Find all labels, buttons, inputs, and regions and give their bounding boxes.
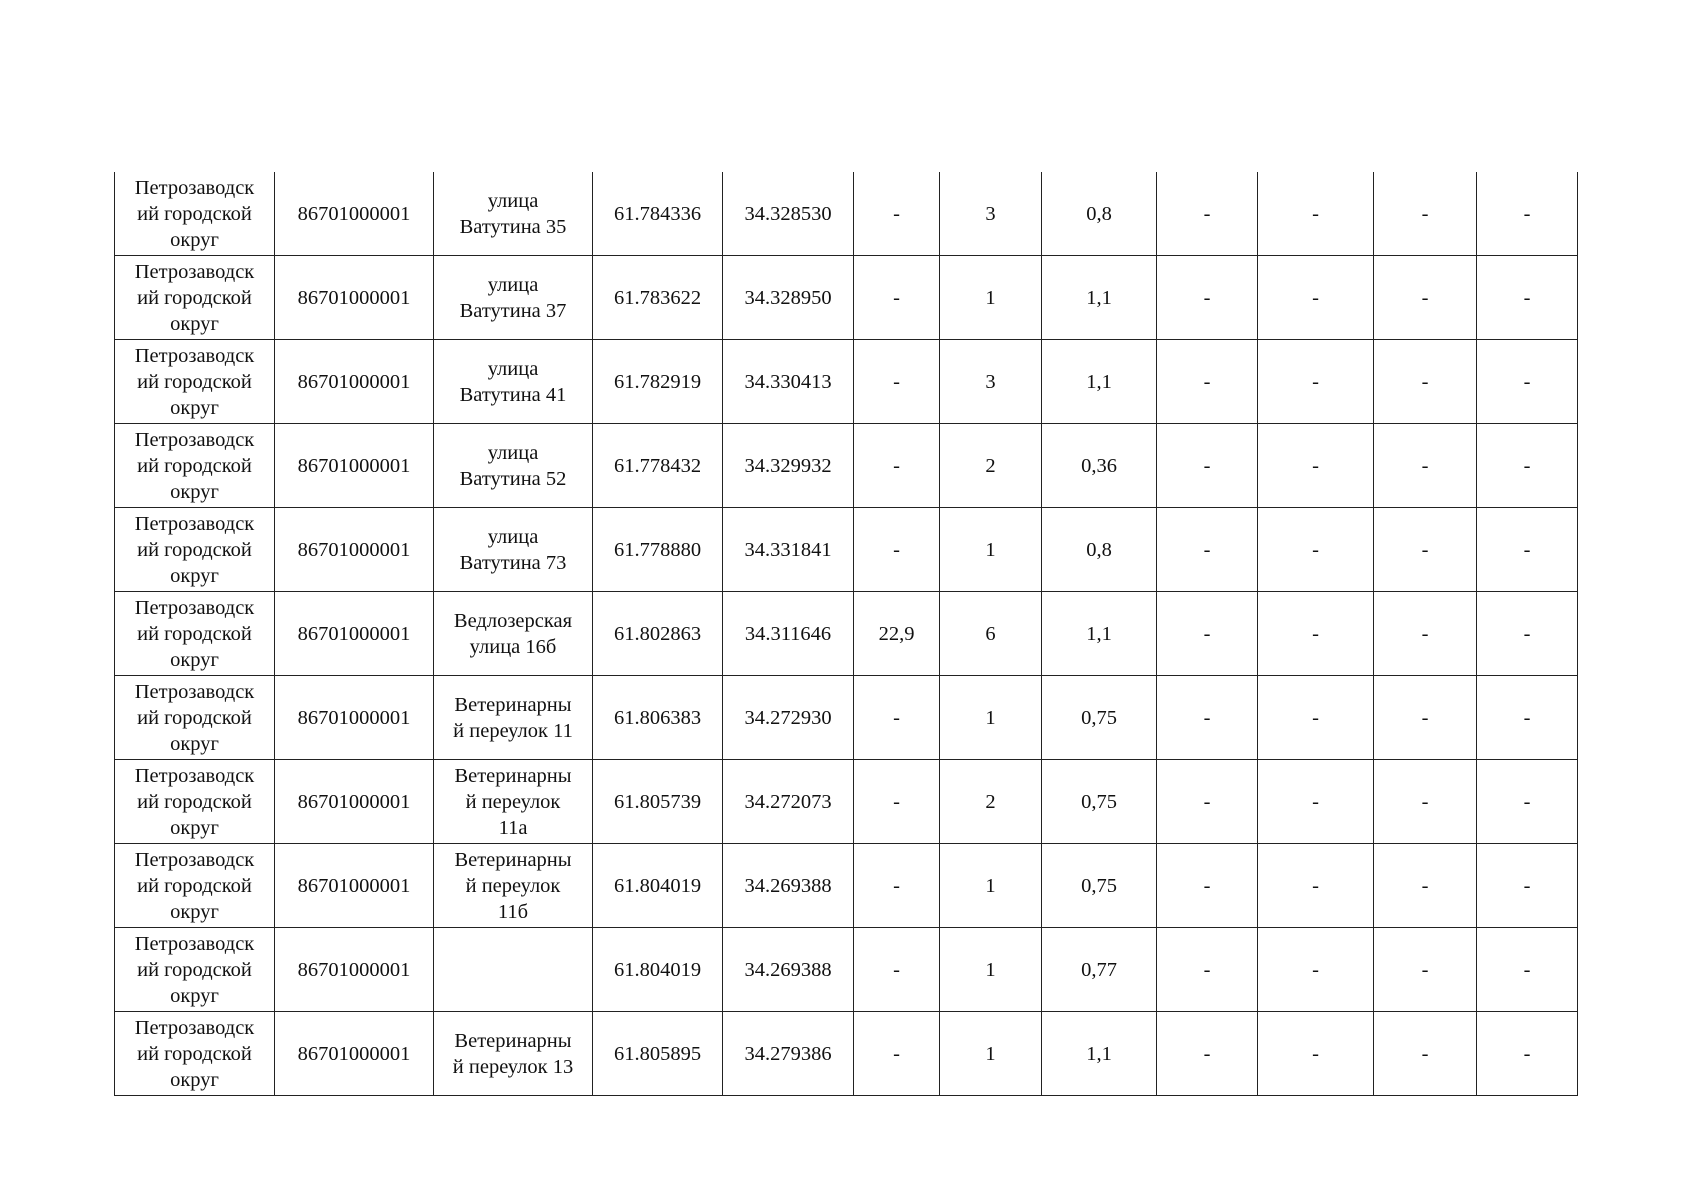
cell-col12 <box>1477 340 1578 424</box>
cell-text-c6: - <box>893 1042 900 1065</box>
cell-text-address: Ведлозерская улица 16б <box>453 609 573 658</box>
cell-col8 <box>1042 676 1157 760</box>
cell-col6 <box>854 172 940 256</box>
cell-longitude <box>723 928 854 1012</box>
cell-text-lon: 34.331841 <box>744 538 832 561</box>
cell-longitude <box>723 424 854 508</box>
cell-col12 <box>1477 172 1578 256</box>
cell-text-c12: - <box>1523 790 1531 813</box>
cell-text-lat: 61.804019 <box>613 874 702 897</box>
cell-text-c7: 3 <box>985 370 996 393</box>
cell-col8 <box>1042 928 1157 1012</box>
cell-text-c9: - <box>1203 958 1211 981</box>
cell-col12 <box>1477 1012 1578 1096</box>
cell-text-lon: 34.269388 <box>744 874 832 897</box>
cell-text-c7: 3 <box>985 202 996 225</box>
cell-col10 <box>1258 676 1374 760</box>
cell-col8 <box>1042 760 1157 844</box>
cell-text-c6: - <box>893 874 900 897</box>
cell-longitude <box>723 844 854 928</box>
cell-text-address: Ветеринарны й переулок 11а <box>454 764 572 839</box>
cell-text-lat: 61.782919 <box>613 370 702 393</box>
table-row <box>115 1012 1578 1096</box>
cell-latitude <box>593 760 723 844</box>
cell-col10 <box>1258 844 1374 928</box>
table-row <box>115 844 1578 928</box>
cell-text-lat: 61.778432 <box>613 454 702 477</box>
cell-text-c11: - <box>1421 706 1429 729</box>
cell-text-district: Петрозаводск ий городской округ <box>134 596 255 671</box>
cell-longitude <box>723 508 854 592</box>
cell-district <box>115 340 275 424</box>
cell-text-district: Петрозаводск ий городской округ <box>134 176 255 251</box>
cell-col9 <box>1157 592 1258 676</box>
cell-col10 <box>1258 340 1374 424</box>
cell-text-code: 86701000001 <box>297 622 411 645</box>
cell-col7 <box>940 256 1042 340</box>
cell-text-c7: 2 <box>985 454 996 477</box>
cell-text-c10: - <box>1312 958 1319 981</box>
cell-col10 <box>1258 256 1374 340</box>
cell-text-c9: - <box>1203 874 1211 897</box>
table-row <box>115 256 1578 340</box>
cell-col9 <box>1157 928 1258 1012</box>
table-row <box>115 760 1578 844</box>
cell-latitude <box>593 1012 723 1096</box>
cell-longitude <box>723 1012 854 1096</box>
cell-text-c7: 1 <box>985 874 996 897</box>
cell-col11 <box>1374 172 1477 256</box>
cell-col10 <box>1258 508 1374 592</box>
cell-text-c10: - <box>1312 370 1319 393</box>
cell-col11 <box>1374 508 1477 592</box>
cell-col8 <box>1042 1012 1157 1096</box>
cell-text-c12: - <box>1523 286 1531 309</box>
cell-col9 <box>1157 1012 1258 1096</box>
cell-text-c12: - <box>1523 454 1531 477</box>
cell-col9 <box>1157 424 1258 508</box>
cell-text-c11: - <box>1421 286 1429 309</box>
cell-text-c6: - <box>893 286 900 309</box>
cell-text-district: Петрозаводск ий городской округ <box>134 428 255 503</box>
table-row <box>115 340 1578 424</box>
cell-col12 <box>1477 760 1578 844</box>
container-sites-table <box>114 172 1578 1096</box>
table-row <box>115 928 1578 1012</box>
cell-col9 <box>1157 508 1258 592</box>
cell-address <box>434 172 593 256</box>
cell-text-lon: 34.329932 <box>744 454 832 477</box>
cell-text-c8: 0,8 <box>1086 538 1112 561</box>
cell-address <box>434 340 593 424</box>
cell-col7 <box>940 928 1042 1012</box>
cell-text-code: 86701000001 <box>297 790 411 813</box>
table-row <box>115 676 1578 760</box>
cell-text-c11: - <box>1421 202 1429 225</box>
cell-text-c7: 1 <box>985 538 996 561</box>
cell-text-lat: 61.806383 <box>613 706 702 729</box>
cell-text-c11: - <box>1421 790 1429 813</box>
cell-latitude <box>593 508 723 592</box>
cell-col12 <box>1477 424 1578 508</box>
cell-address <box>434 844 593 928</box>
cell-col9 <box>1157 256 1258 340</box>
cell-col7 <box>940 508 1042 592</box>
cell-oktmo-code <box>275 340 434 424</box>
cell-col6 <box>854 256 940 340</box>
cell-text-c10: - <box>1312 538 1319 561</box>
cell-district <box>115 760 275 844</box>
cell-text-c9: - <box>1203 790 1211 813</box>
cell-oktmo-code <box>275 844 434 928</box>
cell-col10 <box>1258 928 1374 1012</box>
cell-col6 <box>854 844 940 928</box>
cell-text-lat: 61.805895 <box>613 1042 702 1065</box>
cell-text-c7: 1 <box>985 706 996 729</box>
cell-text-c8: 0,77 <box>1081 958 1117 981</box>
cell-col9 <box>1157 760 1258 844</box>
cell-text-c11: - <box>1421 874 1429 897</box>
cell-text-district: Петрозаводск ий городской округ <box>134 680 255 755</box>
cell-text-c8: 1,1 <box>1086 622 1112 645</box>
cell-text-code: 86701000001 <box>297 1042 411 1065</box>
cell-col7 <box>940 340 1042 424</box>
cell-text-c6: - <box>893 202 900 225</box>
cell-text-c8: 0,36 <box>1081 454 1117 477</box>
cell-longitude <box>723 676 854 760</box>
cell-text-code: 86701000001 <box>297 958 411 981</box>
cell-text-c12: - <box>1523 202 1531 225</box>
cell-text-c11: - <box>1421 370 1429 393</box>
cell-oktmo-code <box>275 928 434 1012</box>
cell-text-c12: - <box>1523 706 1531 729</box>
cell-text-c11: - <box>1421 622 1429 645</box>
cell-district <box>115 1012 275 1096</box>
cell-address <box>434 760 593 844</box>
cell-col11 <box>1374 256 1477 340</box>
table-row <box>115 592 1578 676</box>
cell-text-district: Петрозаводск ий городской округ <box>134 344 255 419</box>
cell-col8 <box>1042 844 1157 928</box>
cell-col7 <box>940 424 1042 508</box>
cell-text-c6: - <box>893 706 900 729</box>
cell-latitude <box>593 256 723 340</box>
cell-col8 <box>1042 340 1157 424</box>
cell-col11 <box>1374 424 1477 508</box>
cell-text-code: 86701000001 <box>297 706 411 729</box>
cell-longitude <box>723 340 854 424</box>
cell-text-lon: 34.272930 <box>744 706 832 729</box>
cell-text-lat: 61.784336 <box>613 202 702 225</box>
table-row <box>115 424 1578 508</box>
cell-col7 <box>940 172 1042 256</box>
cell-text-lat: 61.802863 <box>613 622 702 645</box>
cell-col7 <box>940 844 1042 928</box>
cell-col8 <box>1042 508 1157 592</box>
cell-col11 <box>1374 676 1477 760</box>
cell-latitude <box>593 592 723 676</box>
cell-text-c9: - <box>1203 370 1211 393</box>
cell-col6 <box>854 424 940 508</box>
cell-text-code: 86701000001 <box>297 202 411 225</box>
cell-longitude <box>723 592 854 676</box>
cell-latitude <box>593 340 723 424</box>
cell-oktmo-code <box>275 508 434 592</box>
cell-text-c10: - <box>1312 454 1319 477</box>
cell-text-code: 86701000001 <box>297 538 411 561</box>
cell-text-c11: - <box>1421 1042 1429 1065</box>
cell-col8 <box>1042 592 1157 676</box>
cell-text-c10: - <box>1312 790 1319 813</box>
cell-col9 <box>1157 844 1258 928</box>
cell-col6 <box>854 592 940 676</box>
cell-text-c10: - <box>1312 874 1319 897</box>
cell-text-district: Петрозаводск ий городской округ <box>134 932 255 1007</box>
cell-text-c9: - <box>1203 706 1211 729</box>
cell-col8 <box>1042 172 1157 256</box>
cell-col9 <box>1157 340 1258 424</box>
cell-district <box>115 928 275 1012</box>
cell-col10 <box>1258 760 1374 844</box>
cell-col11 <box>1374 760 1477 844</box>
cell-col10 <box>1258 1012 1374 1096</box>
cell-col10 <box>1258 172 1374 256</box>
cell-text-lon: 34.328950 <box>744 286 832 309</box>
cell-address <box>434 592 593 676</box>
cell-col6 <box>854 760 940 844</box>
cell-col7 <box>940 676 1042 760</box>
cell-district <box>115 508 275 592</box>
cell-text-c6: - <box>893 454 900 477</box>
table-row <box>115 508 1578 592</box>
cell-text-c6: - <box>893 958 900 981</box>
cell-text-c11: - <box>1421 538 1429 561</box>
cell-text-address: улица Ватутина 73 <box>459 525 567 574</box>
cell-col12 <box>1477 928 1578 1012</box>
cell-district <box>115 844 275 928</box>
cell-text-c10: - <box>1312 706 1319 729</box>
cell-longitude <box>723 760 854 844</box>
cell-latitude <box>593 424 723 508</box>
cell-latitude <box>593 844 723 928</box>
cell-address <box>434 256 593 340</box>
cell-text-c9: - <box>1203 202 1211 225</box>
cell-text-c12: - <box>1523 1042 1531 1065</box>
cell-oktmo-code <box>275 676 434 760</box>
cell-oktmo-code <box>275 256 434 340</box>
cell-oktmo-code <box>275 424 434 508</box>
cell-text-district: Петрозаводск ий городской округ <box>134 764 255 839</box>
cell-text-code: 86701000001 <box>297 286 411 309</box>
cell-latitude <box>593 172 723 256</box>
cell-text-district: Петрозаводск ий городской округ <box>134 260 255 335</box>
cell-address <box>434 1012 593 1096</box>
table-row <box>115 172 1578 256</box>
cell-col6 <box>854 1012 940 1096</box>
cell-text-address: улица Ватутина 41 <box>459 357 567 406</box>
cell-text-district: Петрозаводск ий городской округ <box>134 1016 255 1091</box>
cell-text-district: Петрозаводск ий городской округ <box>134 848 255 923</box>
cell-col6 <box>854 676 940 760</box>
cell-text-c7: 1 <box>985 958 996 981</box>
cell-text-c8: 0,75 <box>1081 706 1117 729</box>
cell-col6 <box>854 340 940 424</box>
cell-col12 <box>1477 592 1578 676</box>
cell-text-lat: 61.805739 <box>613 790 702 813</box>
cell-text-address: улица Ватутина 52 <box>459 441 567 490</box>
cell-text-lat: 61.804019 <box>613 958 702 981</box>
cell-district <box>115 424 275 508</box>
cell-oktmo-code <box>275 760 434 844</box>
cell-text-address: Ветеринарны й переулок 11 <box>453 693 573 742</box>
cell-address <box>434 928 593 1012</box>
cell-text-c9: - <box>1203 286 1211 309</box>
cell-col11 <box>1374 844 1477 928</box>
cell-text-lat: 61.778880 <box>613 538 702 561</box>
cell-text-lon: 34.330413 <box>744 370 832 393</box>
cell-text-c7: 1 <box>985 286 996 309</box>
cell-col8 <box>1042 424 1157 508</box>
cell-col12 <box>1477 256 1578 340</box>
cell-text-address: Ветеринарны й переулок 11б <box>454 848 572 923</box>
cell-text-c12: - <box>1523 370 1531 393</box>
cell-col7 <box>940 760 1042 844</box>
cell-col9 <box>1157 172 1258 256</box>
cell-col6 <box>854 508 940 592</box>
cell-col11 <box>1374 1012 1477 1096</box>
cell-text-c6: - <box>893 370 900 393</box>
cell-district <box>115 592 275 676</box>
cell-text-c8: 0,75 <box>1081 790 1117 813</box>
cell-text-c7: 1 <box>985 1042 996 1065</box>
cell-text-c8: 0,8 <box>1086 202 1112 225</box>
cell-oktmo-code <box>275 1012 434 1096</box>
cell-text-lon: 34.272073 <box>744 790 832 813</box>
cell-longitude <box>723 172 854 256</box>
cell-col6 <box>854 928 940 1012</box>
cell-text-c7: 6 <box>985 622 996 645</box>
cell-latitude <box>593 676 723 760</box>
cell-latitude <box>593 928 723 1012</box>
cell-text-c9: - <box>1203 622 1211 645</box>
cell-col11 <box>1374 340 1477 424</box>
cell-text-lon: 34.269388 <box>744 958 832 981</box>
cell-text-c8: 1,1 <box>1086 370 1112 393</box>
cell-text-lon: 34.328530 <box>744 202 832 225</box>
cell-col12 <box>1477 844 1578 928</box>
cell-col11 <box>1374 592 1477 676</box>
cell-col12 <box>1477 676 1578 760</box>
cell-col12 <box>1477 508 1578 592</box>
cell-text-c10: - <box>1312 1042 1319 1065</box>
cell-text-address: улица Ватутина 35 <box>459 189 567 238</box>
cell-col10 <box>1258 424 1374 508</box>
cell-text-c10: - <box>1312 622 1319 645</box>
cell-text-c10: - <box>1312 202 1319 225</box>
cell-text-c12: - <box>1523 874 1531 897</box>
cell-text-c12: - <box>1523 622 1531 645</box>
cell-col10 <box>1258 592 1374 676</box>
cell-text-c6: 22,9 <box>878 622 915 645</box>
cell-text-c6: - <box>893 538 900 561</box>
cell-text-district: Петрозаводск ий городской округ <box>134 512 255 587</box>
cell-text-lon: 34.311646 <box>744 622 832 645</box>
cell-col7 <box>940 592 1042 676</box>
cell-text-c11: - <box>1421 454 1429 477</box>
cell-text-c10: - <box>1312 286 1319 309</box>
cell-text-code: 86701000001 <box>297 370 411 393</box>
cell-text-address: Ветеринарны й переулок 13 <box>452 1029 574 1078</box>
cell-col8 <box>1042 256 1157 340</box>
cell-text-lon: 34.279386 <box>744 1042 832 1065</box>
cell-text-code: 86701000001 <box>297 454 411 477</box>
cell-text-c6: - <box>893 790 900 813</box>
cell-text-c8: 0,75 <box>1081 874 1117 897</box>
table-body <box>115 172 1578 1096</box>
cell-address <box>434 676 593 760</box>
cell-oktmo-code <box>275 172 434 256</box>
cell-oktmo-code <box>275 592 434 676</box>
cell-text-c8: 1,1 <box>1086 286 1112 309</box>
cell-text-code: 86701000001 <box>297 874 411 897</box>
cell-text-c9: - <box>1203 538 1211 561</box>
cell-text-c12: - <box>1523 538 1531 561</box>
cell-text-address: улица Ватутина 37 <box>459 273 567 322</box>
cell-text-c9: - <box>1203 454 1211 477</box>
cell-text-lat: 61.783622 <box>613 286 702 309</box>
cell-text-c9: - <box>1203 1042 1211 1065</box>
cell-text-c12: - <box>1523 958 1531 981</box>
cell-address <box>434 508 593 592</box>
cell-district <box>115 172 275 256</box>
cell-district <box>115 676 275 760</box>
cell-text-c8: 1,1 <box>1086 1042 1112 1065</box>
cell-col11 <box>1374 928 1477 1012</box>
cell-col9 <box>1157 676 1258 760</box>
cell-longitude <box>723 256 854 340</box>
cell-text-c7: 2 <box>985 790 996 813</box>
cell-address <box>434 424 593 508</box>
cell-text-c11: - <box>1421 958 1429 981</box>
cell-col7 <box>940 1012 1042 1096</box>
cell-district <box>115 256 275 340</box>
